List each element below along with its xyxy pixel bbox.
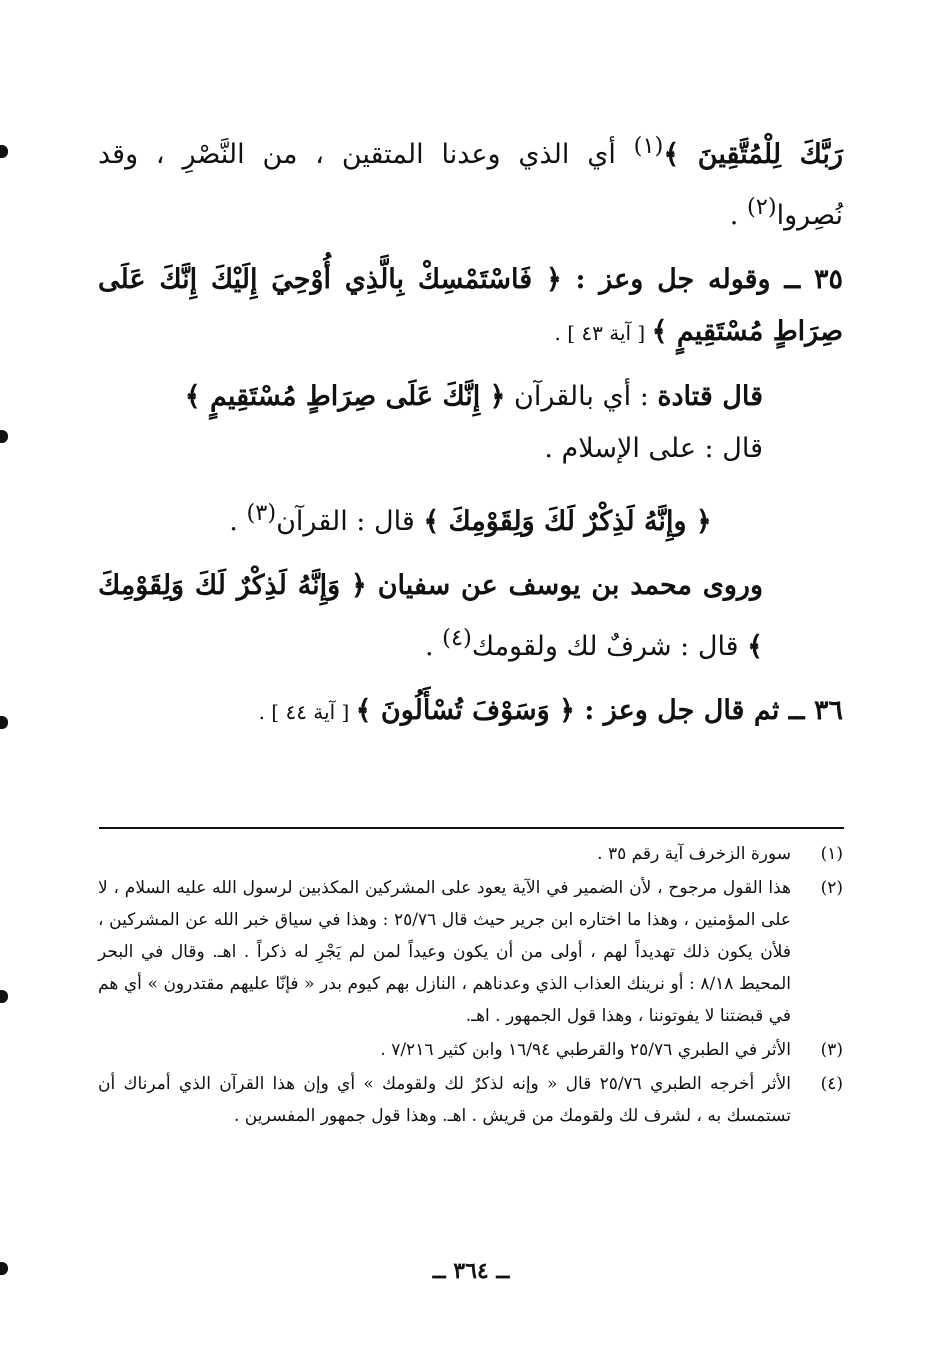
entry-intro: وقوله جل وعز : (561, 264, 785, 295)
paragraph-continuation: رَبَّكَ لِلْمُتَّقِينَ ﴾$^{(١)}$ أي الذي وعدنا المتقين ، من النَّصْرِ ، وقد نُصِروا$^{(٢)}$ . (98, 133, 843, 231)
entry-number: ٣٦ ــ (788, 695, 843, 726)
footnote-item (98, 872, 843, 1032)
page-number: ــ ٣٦٤ ــ (432, 1258, 510, 1284)
paragraph-sufyan: وروى محمد بن يوسف عن سفيان ﴿ وَإِنَّهُ لَذِكْرٌ لَكَ وَلِقَوْمِكَ ﴾ قال : شرفٌ لك ولقومك$^{(٤)}$ . (98, 570, 763, 662)
footnote-item (98, 838, 843, 870)
footnote-number: (٣) (820, 1040, 843, 1060)
paragraph-dhikr: ﴿ وإِنَّهُ لَذِكْرٌ لَكَ وَلِقَوْمِكَ ﴾ قال : القرآن$^{(٣)}$ . (229, 500, 712, 537)
commentary-text: قال : على الإسلام . (544, 433, 763, 464)
footnote-number: (٤) (820, 1074, 843, 1094)
scan-edge-mark (0, 716, 8, 729)
footnote-text: الأثر في الطبري ٢٥/٧٦ والقرطبي ١٦/٩٤ وابن كثير ٧/٢١٦ . (380, 1040, 791, 1060)
commentary-text: قال : شرفٌ لك ولقومك (471, 631, 748, 662)
commentary-text: أي الذي وعدنا المتقين ، من النَّصْرِ ، وقد نُصِروا (98, 139, 843, 231)
footnote-item (98, 1068, 843, 1132)
footnote-divider (99, 827, 844, 829)
verse-reference: [ آية ٤٣ ] . (554, 321, 652, 345)
narrator-name: وروى محمد بن يوسف عن سفيان (377, 570, 763, 601)
footnote-number: (٢) (820, 878, 843, 898)
quran-verse: ﴿ وإِنَّهُ لَذِكْرٌ لَكَ وَلِقَوْمِكَ ﴾ (423, 506, 712, 537)
scan-edge-mark (0, 430, 8, 443)
footnote-text: هذا القول مرجوح ، لأن الضمير في الآية يعود على المشركين المكذبين لرسول الله عليه السلام ، لا على المؤمنين ، وهذا ما اختاره ابن جرير حيث قال ٢٥/٧٦ : وهذا في سياق خبر الله عن المشركين ، فلأن يكون ذلك تهديداً لهم ، أولى من أن يكون وعيداً لمن لم يَجْرِ له ذكراً . اهـ. وقال في البحر المحيط ٨/١٨ : أو نرينك العذاب الذي وعدناهم ، النازل بهم كيوم بدر « فإنّا عليهم مقتدرون » أي هم في قبضتنا لا يفوتوننا ، وهذا قول الجمهور . اهـ. (98, 878, 791, 1026)
quran-verse: ﴿ وَإِنَّهُ لَذِكْرٌ لَكَ وَلِقَوْمِكَ ﴾ (98, 570, 763, 662)
scan-edge-mark (0, 145, 8, 158)
commentary-text: قال : القرآن (276, 506, 424, 537)
quran-verse: ﴿ إِنَّكَ عَلَى صِرَاطٍ مُسْتَقِيمٍ ﴾ (184, 381, 506, 412)
footnote-number: (١) (820, 844, 843, 864)
quran-verse: ﴿ فَاسْتَمْسِكْ بِالَّذِي أُوْحِيَ إِلَيْكَ إِنَّكَ عَلَى صِرَاطٍ مُسْتَقِيمٍ ﴾ (98, 264, 843, 347)
paragraph-verse-35 (98, 254, 843, 359)
footnote-text: الأثر أخرجه الطبري ٢٥/٧٦ قال « وإنه لذكرٌ لك ولقومك » أي وإن هذا القرآن الذي أمرناك أن تستمسك به ، لشرف لك ولقومك من قريش . اهـ. وهذا قول جمهور المفسرين . (98, 1074, 791, 1126)
footnote-ref: (٢) (746, 194, 777, 220)
footnote-text: سورة الزخرف آية رقم ٣٥ . (597, 844, 791, 864)
footnote-item (98, 1034, 843, 1066)
commentary-text: : أي بالقرآن (505, 381, 658, 412)
narrator-name: قال قتادة (657, 381, 763, 412)
paragraph-verse-36 (98, 685, 843, 738)
entry-number: ٣٥ ــ (784, 264, 843, 295)
scan-edge-mark (0, 990, 8, 1003)
footnote-ref: (٤) (442, 625, 472, 651)
footnotes (98, 838, 843, 1134)
quran-verse: رَبَّكَ لِلْمُتَّقِينَ ﴾ (663, 139, 843, 170)
quran-verse: ﴿ وَسَوْفَ تُسْأَلُونَ ﴾ (355, 695, 575, 726)
verse-reference: [ آية ٤٤ ] . (258, 700, 356, 724)
footnote-ref: (١) (633, 133, 664, 159)
footnote-ref: (٣) (246, 500, 277, 526)
paragraph-qatada (98, 371, 843, 475)
main-text (98, 120, 843, 750)
entry-intro: ثم قال جل وعز : (574, 695, 789, 726)
